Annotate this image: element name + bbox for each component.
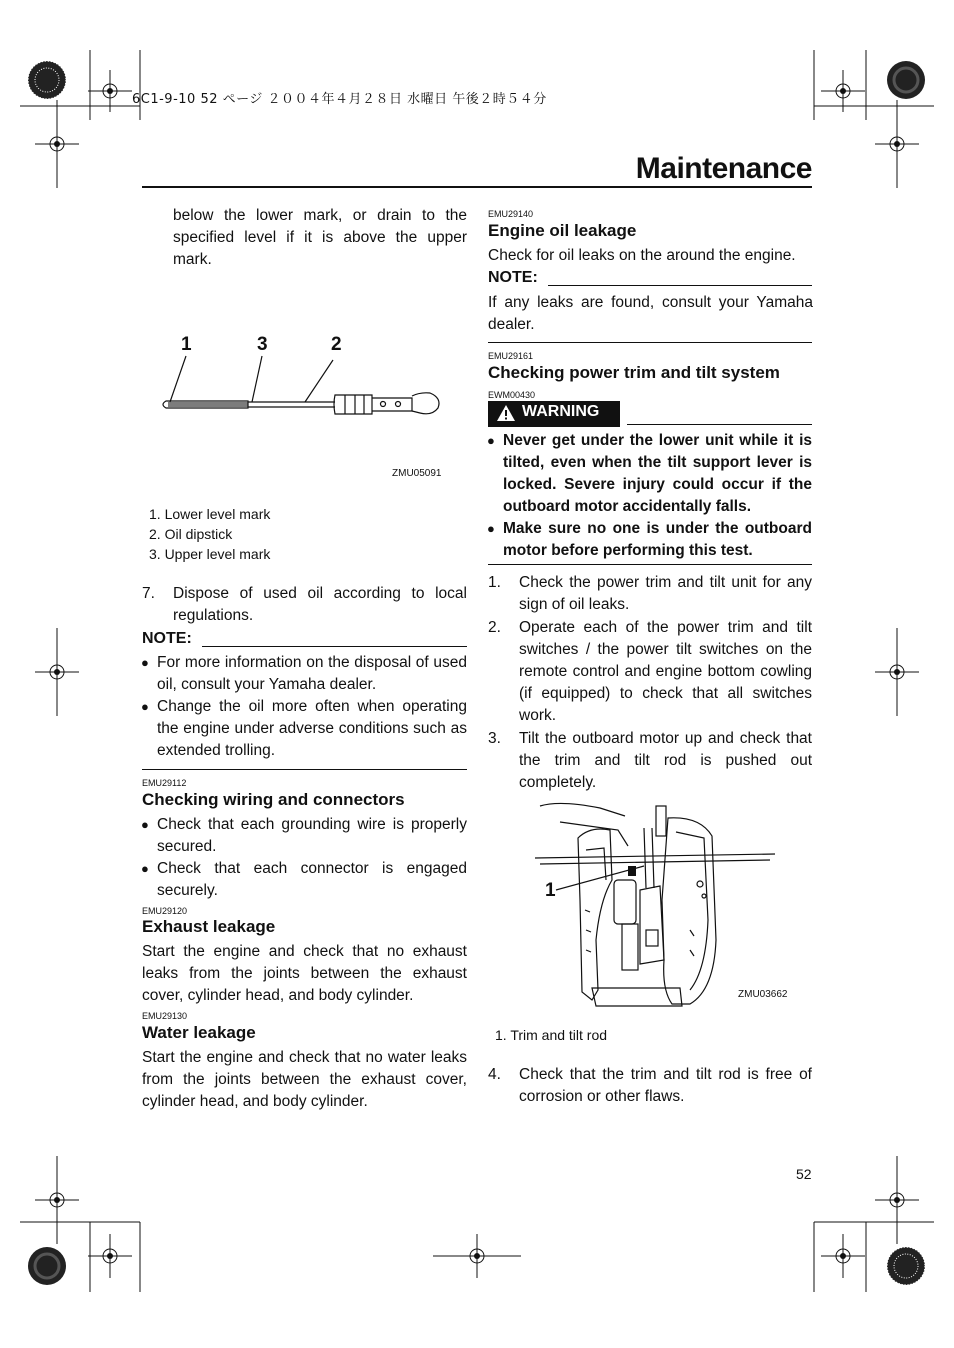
oil-note-text: If any leaks are found, consult your Yamaha dealer.	[488, 294, 813, 333]
fig1-label-2: 2	[331, 334, 342, 355]
oil-heading: Engine oil leakage	[488, 221, 637, 240]
page-number: 52	[796, 1166, 812, 1182]
wiring-item: ● Check that each grounding wire is properly secured.	[141, 816, 467, 855]
fig2-label-1: 1	[545, 880, 556, 901]
note-item: ● For more information on the disposal of used oil, consult your Yamaha dealer.	[141, 654, 467, 693]
fig2-code: ZMU03662	[738, 989, 788, 1000]
fig1-caption-2: 2. Oil dipstick	[149, 526, 233, 542]
note-label-left: NOTE:	[142, 630, 192, 647]
water-text: Start the engine and check that no water leaks from the joints between the exhaust cover, cylinder head, and body cylinder.	[142, 1049, 467, 1110]
note-item: ● Change the oil more often when operating the engine under adverse conditions such as extended trolling.	[141, 698, 467, 759]
bullet-icon: ●	[141, 861, 149, 876]
print-job-line: 6C1-9-10 52 ページ ２００４年４月２８日 水曜日 午後２時５４分	[132, 92, 547, 107]
exhaust-heading: Exhaust leakage	[142, 917, 276, 936]
oil-text: Check for oil leaks on the around the engine.	[488, 247, 796, 264]
fig1-code: ZMU05091	[392, 468, 442, 479]
fig2-caption: 1. Trim and tilt rod	[495, 1027, 608, 1043]
intro-paragraph: below the lower mark, or drain to the specified level if it is above the upper mark.	[173, 207, 467, 268]
oil-code: EMU29140	[488, 209, 534, 219]
warning-label: WARNING	[522, 403, 600, 420]
warning-item: ● Make sure no one is under the outboard motor before performing this test.	[487, 520, 812, 559]
fig1-label-3: 3	[257, 334, 268, 355]
bullet-icon: ●	[487, 521, 495, 536]
warning-code: EWM00430	[488, 390, 536, 400]
warning-item: ● Never get under the lower unit while it is tilted, even when the tilt support lever is locked. Severe injury could occur if the outboard motor accidentally falls.	[487, 432, 812, 515]
step-7-text: Dispose of used oil according to local regulations.	[173, 585, 467, 624]
bullet-icon: ●	[141, 699, 149, 714]
fig1-caption-1: 1. Lower level mark	[149, 506, 271, 522]
trim-code: EMU29161	[488, 351, 534, 361]
exhaust-text: Start the engine and check that no exhaust leaks from the joints between the exhaust cover, cylinder head, and body cylinder.	[142, 943, 467, 1004]
water-heading: Water leakage	[142, 1023, 256, 1042]
step-7-number: 7.	[142, 585, 155, 602]
fig1-label-1: 1	[181, 334, 192, 355]
page-title: Maintenance	[635, 152, 812, 185]
trim-heading: Checking power trim and tilt system	[488, 363, 780, 382]
wiring-item: ● Check that each connector is engaged securely.	[141, 860, 467, 899]
bullet-icon: ●	[141, 817, 149, 832]
note-label-right: NOTE:	[488, 269, 538, 286]
bullet-icon: ●	[141, 655, 149, 670]
wiring-code: EMU29112	[142, 778, 187, 788]
fig1-caption-3: 3. Upper level mark	[149, 546, 271, 562]
exhaust-code: EMU29120	[142, 906, 188, 916]
trim-step-3: 3. Tilt the outboard motor up and check that the trim and tilt rod is pushed out completely.	[488, 730, 812, 791]
bullet-icon: ●	[487, 433, 495, 448]
water-code: EMU29130	[142, 1011, 188, 1021]
trim-step-2: 2. Operate each of the power trim and tilt switches / the power tilt switches on the remote control and engine bottom cowling (if equipped) to check that all switches work.	[488, 619, 812, 724]
trim-step-4: 4. Check that the trim and tilt rod is free of corrosion or other flaws.	[488, 1066, 812, 1105]
trim-step-1: 1. Check the power trim and tilt unit for any sign of oil leaks.	[488, 574, 812, 613]
wiring-heading: Checking wiring and connectors	[142, 790, 405, 809]
